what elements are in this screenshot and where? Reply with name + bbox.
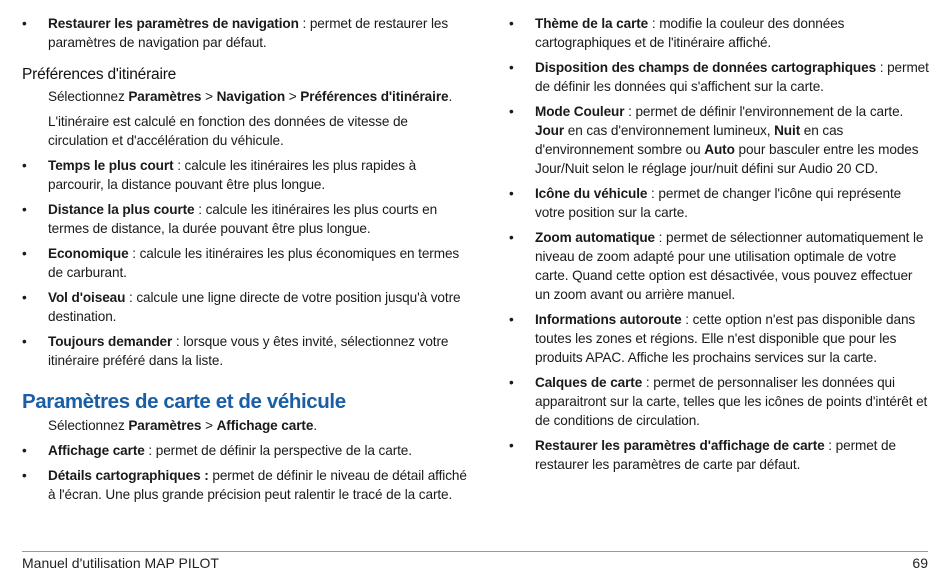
list-item: • Zoom automatique : permet de sélectionner automatiquement le niveau de zoom adapté pour une utilisation optimale de votre carte. Quand cette option est désactivée, vous pouvez effectuer un zoom avant ou arrière manuel. <box>509 230 924 302</box>
list-item: • Restaurer les paramètres d'affichage de carte : permet de restaurer les paramètres de carte par défaut. <box>509 438 896 472</box>
list-item-mode-couleur: • Mode Couleur : permet de définir l'environnement de la carte. Jour en cas d'environnement lumineux, Nuit en cas d'environnement sombre ou Auto pour basculer entre les modes Jour/Nuit selon le réglage jour/nuit défini sur Audio 20 CD. <box>509 104 919 176</box>
term: Restaurer les paramètres de navigation <box>48 16 299 31</box>
list-item: • Disposition des champs de données cartographiques : permet de définir les données qui s'affichent sur la carte. <box>509 60 929 94</box>
list-item: • Détails cartographiques : permet de définir le niveau de détail affiché à l'écran. Une plus grande précision peut ralentir le tracé de la carte. <box>22 468 467 502</box>
list-item: • Informations autoroute : cette option n'est pas disponible dans toutes les zones et régions. Elle n'est disponible que pour les produits APAC. Affiche les prochains services sur la carte. <box>509 312 916 365</box>
bullet: • <box>22 16 27 31</box>
list-item: • Vol d'oiseau : calcule une ligne directe de votre position jusqu'à votre destination. <box>22 290 461 324</box>
list-item <box>22 14 467 52</box>
list-item: • Calques de carte : permet de personnaliser les données qui apparaitront sur la carte, telles que les icônes de points d'intérêt et de conditions de circulation. <box>509 375 928 428</box>
list-item: • Affichage carte : permet de définir la perspective de la carte. <box>22 443 412 458</box>
left-column <box>22 14 467 510</box>
description: permet de restaurer les paramètres de navigation par défaut. <box>48 16 449 50</box>
route-select-instruction: Sélectionnez Paramètres > Navigation > Préférences d'itinéraire. <box>48 89 453 104</box>
page-number: 69 <box>912 555 928 571</box>
list-item: • Distance la plus courte : calcule les itinéraires les plus courts en termes de distance, la durée pouvant être plus longue. <box>22 202 438 236</box>
list-item: • Icône du véhicule : permet de changer l'icône qui représente votre position sur la carte. <box>509 186 902 220</box>
list-item: • Economique : calcule les itinéraires les plus économiques en termes de carburant. <box>22 246 460 280</box>
page-footer <box>22 551 928 571</box>
route-preferences-heading: Préférences d'itinéraire <box>22 66 177 83</box>
list-item: • Thème de la carte : modifie la couleur des données cartographiques et de l'itinéraire affiché. <box>509 16 845 50</box>
route-intro-paragraph: L'itinéraire est calculé en fonction des données de vitesse de circulation et d'accélération du véhicule. <box>48 114 408 148</box>
map-select-instruction: Sélectionnez Paramètres > Affichage carte. <box>48 418 317 433</box>
right-column <box>509 14 929 480</box>
map-settings-heading: Paramètres de carte et de véhicule <box>22 390 346 413</box>
list-item: • Toujours demander : lorsque vous y êtes invité, sélectionnez votre itinéraire préféré dans la liste. <box>22 334 449 368</box>
list-item: • Temps le plus court : calcule les itinéraires les plus rapides à parcourir, la distance pouvant être plus longue. <box>22 158 417 192</box>
manual-title: Manuel d'utilisation MAP PILOT <box>22 555 219 571</box>
separator: : <box>298 16 310 31</box>
